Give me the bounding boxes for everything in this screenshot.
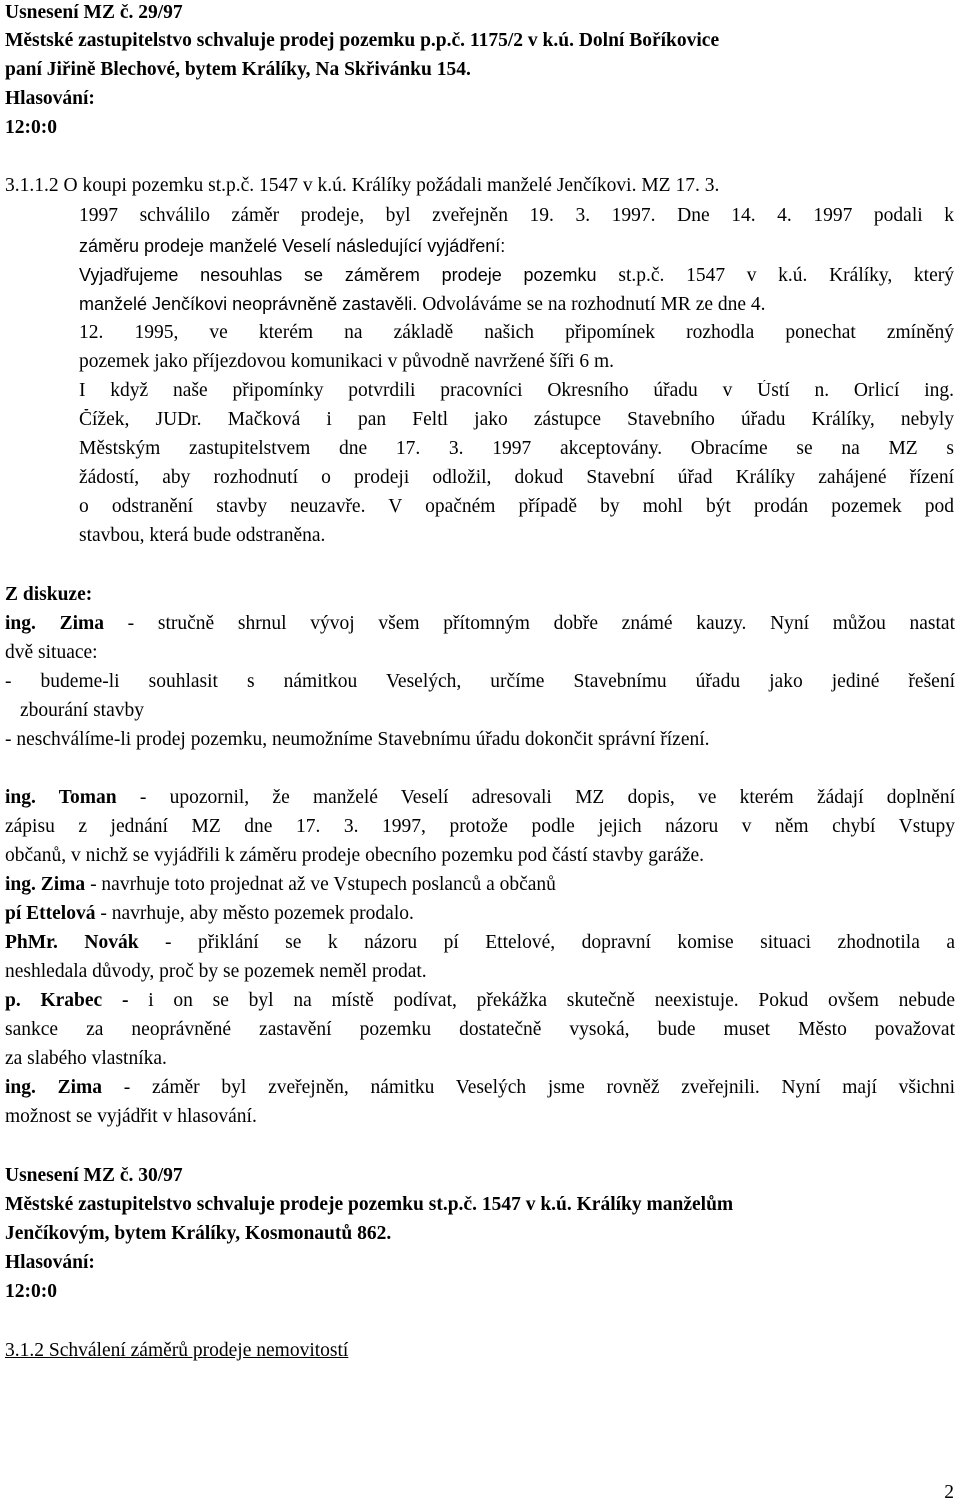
letter-text-part: Vyjadřujeme nesouhlas se záměrem prodeje pozemku	[79, 265, 619, 285]
letter-text	[79, 293, 766, 316]
discussion-bullet: - neschválíme-li prodej pozemku, neumožníme Stavebnímu úřadu dokončit správní řízení.	[5, 729, 710, 750]
discussion-text: sankce za neoprávněné zastavění pozemku dostatečně vysoká, bude muset Město považovat	[5, 1019, 955, 1040]
speaker-text: - stručně shrnul vývoj všem přítomným dobře známé kauzy. Nyní můžou nastat	[104, 613, 955, 634]
discussion-entry	[5, 1077, 955, 1099]
discussion-text: občanů, v nichž se vyjádřili k záměru prodeje obecního pozemku pod částí stavby garáže.	[5, 845, 705, 866]
letter-text	[79, 264, 954, 286]
discussion-text: neshledala důvody, proč by se pozemek neměl prodat.	[5, 961, 427, 982]
speaker-text: - navrhuje toto projednat až ve Vstupech poslanců a občanů	[85, 874, 556, 895]
letter-text: I když naše připomínky potvrdili pracovníci Okresního úřadu v Ústí n. Orlicí ing.	[79, 380, 954, 401]
letter-text: pozemek jako příjezdovou komunikaci v původně navržené šíři 6 m.	[79, 351, 615, 372]
discussion-entry	[5, 932, 955, 954]
resolution-30-title: Usnesení MZ č. 30/97	[5, 1165, 183, 1186]
resolution-30-text-2: Jenčíkovým, bytem Králíky, Kosmonautů 862.	[5, 1223, 392, 1244]
discussion-bullet: zbourání stavby	[20, 700, 145, 721]
discussion-entry	[5, 613, 955, 635]
speaker-name: p. Krabec -	[5, 990, 149, 1011]
discussion-entry	[5, 990, 955, 1012]
resolution-29-title: Usnesení MZ č. 29/97	[5, 2, 183, 23]
discussion-text: dvě situace:	[5, 642, 98, 663]
letter-text: Čížek, JUDr. Mačková i pan Feltl jako zástupce Stavebního úřadu Králíky, nebyly	[79, 409, 954, 430]
resolution-29-vote: 12:0:0	[5, 117, 57, 138]
letter-text-part: Odvoláváme se na rozhodnutí MR ze dne 4.	[422, 294, 766, 315]
speaker-name: PhMr. Novák	[5, 932, 139, 953]
section-text: 1997 schválilo záměr prodeje, byl zveřejněn 19. 3. 1997. Dne 14. 4. 1997 podali k	[79, 205, 954, 226]
resolution-29-vote-label: Hlasování:	[5, 88, 95, 109]
resolution-29-text-1: Městské zastupitelstvo schvaluje prodej pozemku p.p.č. 1175/2 v k.ú. Dolní Boříkovice	[5, 30, 720, 51]
resolution-30-vote: 12:0:0	[5, 1281, 57, 1302]
speaker-name: ing. Zima	[5, 874, 86, 895]
resolution-29-text-2: paní Jiřině Blechové, bytem Králíky, Na Skřivánku 154.	[5, 59, 471, 80]
speaker-name: ing. Toman	[5, 787, 117, 808]
speaker-name: ing. Zima	[5, 1077, 103, 1098]
next-section-heading: 3.1.2 Schválení záměrů prodeje nemovitostí	[5, 1340, 349, 1361]
section-text: záměru prodeje manželé Veselí následující vyjádření:	[79, 236, 506, 256]
letter-text: o odstranění stavby neuzavře. V opačném případě by mohl být prodán pozemek pod	[79, 496, 954, 517]
letter-text: stavbou, která bude odstraněna.	[79, 525, 326, 546]
section-heading: 3.1.1.2 O koupi pozemku st.p.č. 1547 v k.ú. Králíky požádali manželé Jenčíkovi. MZ 17. 3.	[5, 175, 720, 196]
speaker-text: - přiklání se k názoru pí Ettelové, dopravní komise situaci zhodnotila a	[138, 932, 955, 953]
discussion-text: zápisu z jednání MZ dne 17. 3. 1997, protože podle jejich názoru v něm chybí Vstupy	[5, 816, 955, 837]
letter-text: Městským zastupitelstvem dne 17. 3. 1997 akceptovány. Obracíme se na MZ s	[79, 438, 954, 459]
resolution-30-vote-label: Hlasování:	[5, 1252, 95, 1273]
speaker-text: - upozornil, že manželé Veselí adresovali MZ dopis, ve kterém žádají doplnění	[116, 787, 955, 808]
speaker-name: ing. Zima	[5, 613, 104, 634]
discussion-entry	[5, 903, 414, 925]
letter-text-part: st.p.č. 1547 v k.ú. Králíky, který	[618, 265, 954, 286]
discussion-bullet: - budeme-li souhlasit s námitkou Veselých, určíme Stavebnímu úřadu jako jediné řešení	[5, 671, 955, 692]
letter-text: 12. 1995, ve kterém na základě našich připomínek rozhodla ponechat zmíněný	[79, 322, 954, 343]
discussion-text: za slabého vlastníka.	[5, 1048, 167, 1069]
speaker-name: pí Ettelová	[5, 903, 96, 924]
discussion-heading: Z diskuze:	[5, 584, 93, 605]
speaker-text: - záměr byl zveřejněn, námitku Veselých jsme rovněž zveřejnili. Nyní mají všichni	[102, 1077, 955, 1098]
discussion-text: možnost se vyjádřit v hlasování.	[5, 1106, 257, 1127]
letter-text-part: manželé Jenčíkovi neoprávněně zastavěli.	[79, 294, 423, 314]
resolution-30-text-1: Městské zastupitelstvo schvaluje prodeje pozemku st.p.č. 1547 v k.ú. Králíky manželům	[5, 1194, 734, 1215]
letter-text: žádostí, aby rozhodnutí o prodeji odložil, dokud Stavební úřad Králíky zahájené řízení	[79, 467, 954, 488]
speaker-text: - navrhuje, aby město pozemek prodalo.	[95, 903, 414, 924]
discussion-entry	[5, 787, 955, 809]
discussion-entry	[5, 874, 556, 896]
page-number: 2	[944, 1482, 954, 1503]
speaker-text: i on se byl na místě podívat, překážka skutečně neexistuje. Pokud ovšem nebude	[148, 990, 955, 1011]
